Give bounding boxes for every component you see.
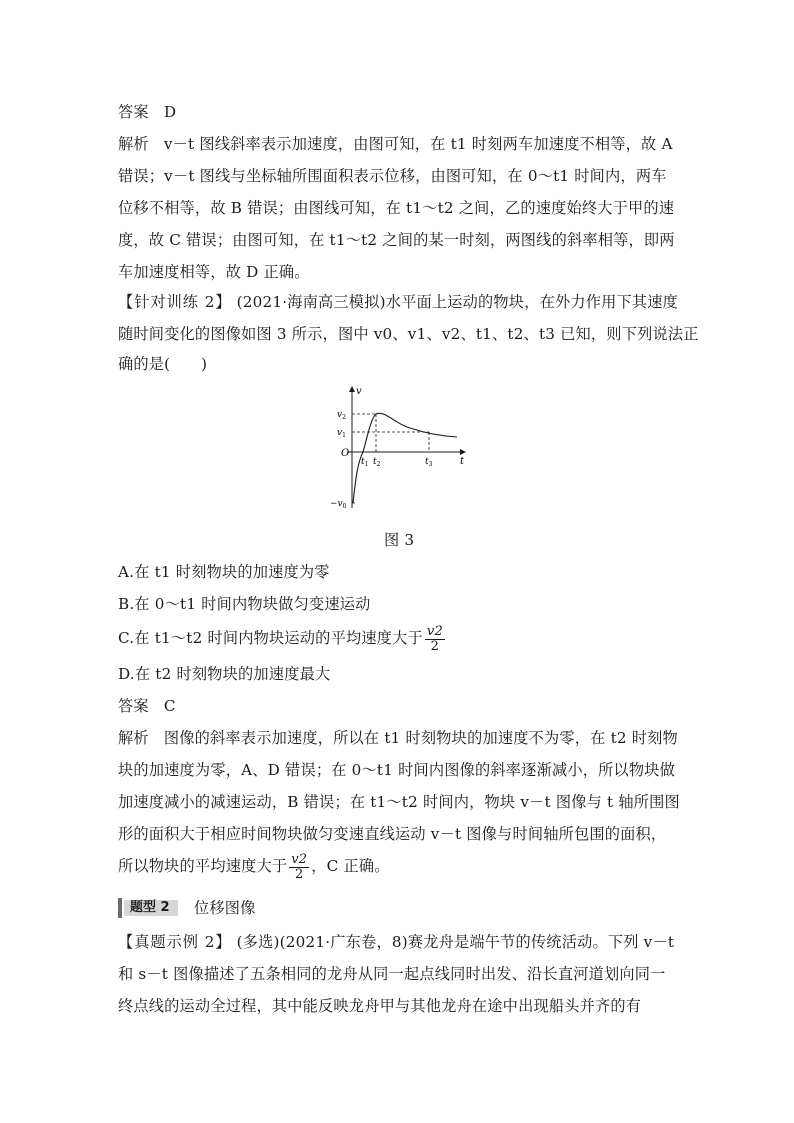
training-line-2: 随时间变化的图像如图 3 所示，图中 v0、v1、v2、t1、t2、t3 已知，则下列说法正 xyxy=(118,325,699,343)
option-c xyxy=(118,624,447,654)
training-text: (2021·海南高三模拟)水平面上运动的物块，在外力作用下其速度 xyxy=(236,293,679,311)
example-line-1 xyxy=(118,932,674,952)
analysis-line-1 xyxy=(118,134,673,154)
analysis-label: 解析 xyxy=(118,135,149,153)
analysis2-last-text: 所以物块的平均速度大于 xyxy=(118,857,288,875)
analysis-line-2: 错误；v－t 图线与坐标轴所围面积表示位移，由图可知，在 0～t1 时间内，两车 xyxy=(118,167,667,185)
answer-line-2 xyxy=(118,696,176,716)
analysis2-fraction xyxy=(289,853,309,882)
figure-3-vt-graph xyxy=(325,380,475,515)
option-c-fraction xyxy=(425,625,445,654)
x-axis-label: t xyxy=(460,456,465,467)
analysis2-line-5 xyxy=(118,852,390,882)
figure-caption: 图 3 xyxy=(384,531,415,549)
answer-label: 答案 xyxy=(118,103,149,121)
example-line-3: 终点线的运动全过程，其中能反映龙舟甲与其他龙舟在途中出现船头并齐的有 xyxy=(118,997,642,1015)
answer-value: D xyxy=(163,103,177,121)
option-c-numerator: v2 xyxy=(426,623,443,639)
analysis-text: v－t 图线斜率表示加速度，由图可知，在 t1 时刻两车加速度不相等，故 A xyxy=(163,135,673,153)
option-d: D.在 t2 时刻物块的加速度最大 xyxy=(118,665,331,683)
analysis2-line-1 xyxy=(118,728,678,748)
analysis-line-4: 度，故 C 错误；由图可知，在 t1～t2 之间的某一时刻，两图线的斜率相等，即两 xyxy=(118,231,675,249)
neg-v0-label: $-v_0$ xyxy=(330,499,347,510)
option-b: B.在 0～t1 时间内物块做匀变速运动 xyxy=(118,595,371,613)
analysis2-line-2: 块的加速度为零，A、D 错误；在 0～t1 时间内图像的斜率逐渐减小，所以物块做 xyxy=(118,761,676,779)
section-badge-text: 题型 2 xyxy=(130,900,170,915)
analysis2-last-suffix: ，C 正确。 xyxy=(311,857,390,875)
t2-label: $t_2$ xyxy=(373,457,381,468)
answer-line-1 xyxy=(118,102,176,122)
answer-label-2: 答案 xyxy=(118,697,149,715)
t1-label: $t_1$ xyxy=(361,457,369,468)
analysis-line-3: 位移不相等，故 B 错误；由图线可知，在 t1～t2 之间，乙的速度始终大于甲的速 xyxy=(118,199,675,217)
example-line-2: 和 s－t 图像描述了五条相同的龙舟从同一起点线同时出发、沿长直河道划向同一 xyxy=(118,965,666,983)
answer-value-2: C xyxy=(163,697,176,715)
y-axis-label: v xyxy=(356,386,362,397)
vt-curve xyxy=(353,413,457,503)
analysis2-line-3: 加速度减小的减速运动，B 错误；在 t1～t2 时间内，物块 v－t 图像与 t 轴所围图 xyxy=(118,793,680,811)
analysis-label-2: 解析 xyxy=(118,729,149,747)
t3-label: $t_3$ xyxy=(425,457,433,468)
example-text: (多选)(2021·广东卷，8)赛龙舟是端午节的传统活动。下列 v－t xyxy=(236,933,675,951)
training-tag: 【针对训练 2】 xyxy=(118,293,232,311)
analysis-line-5: 车加速度相等，故 D 正确。 xyxy=(118,263,310,281)
v1-label: $v_1$ xyxy=(337,428,346,439)
training-line-3: 确的是( ) xyxy=(118,355,208,373)
analysis2-line-4: 形的面积大于相应时间物块做匀变速直线运动 v－t 图像与时间轴所包围的面积， xyxy=(118,825,667,843)
origin-label: O xyxy=(341,448,350,459)
option-c-denominator: 2 xyxy=(430,638,440,654)
section-title: 位移图像 xyxy=(194,899,256,917)
analysis2-text: 图像的斜率表示加速度，所以在 t1 时刻物块的加速度不为零，在 t2 时刻物 xyxy=(163,729,678,747)
example-tag: 【真题示例 2】 xyxy=(118,933,232,951)
section-badge xyxy=(118,898,178,918)
training-line-1 xyxy=(118,292,678,312)
v2-label: $v_2$ xyxy=(337,410,346,421)
option-c-text: C.在 t1～t2 时间内物块运动的平均速度大于 xyxy=(118,629,423,647)
analysis2-denominator: 2 xyxy=(295,866,304,882)
option-a: A.在 t1 时刻物块的加速度为零 xyxy=(118,563,330,581)
section-badge-bar xyxy=(118,898,122,918)
analysis2-numerator: v2 xyxy=(291,851,308,867)
